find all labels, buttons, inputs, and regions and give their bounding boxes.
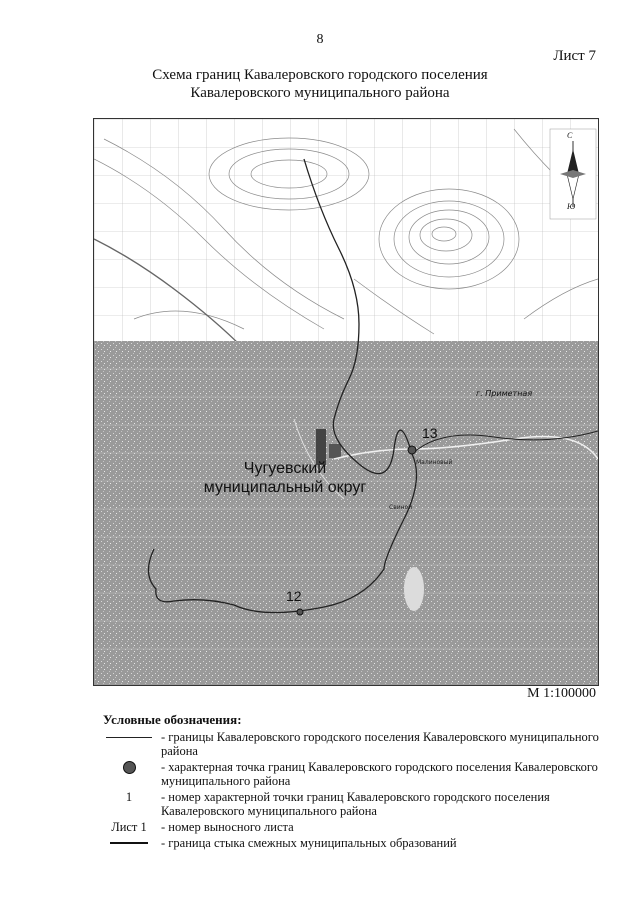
lake: [404, 567, 424, 611]
district-label-line1: Чугуевский: [243, 460, 327, 477]
legend-item-text: - граница стыка смежных муниципальных образований: [161, 836, 457, 850]
legend-item-point-number: [103, 790, 603, 818]
point-label-13: 13: [422, 425, 438, 441]
boundary-point-12: [297, 609, 303, 615]
sheet-label: Лист 7: [553, 48, 596, 64]
legend-dot-symbol: [103, 760, 155, 774]
map-title-line1: Схема границ Кавалеровского городского поселения: [152, 67, 488, 83]
legend-thin-line-symbol: [103, 730, 155, 744]
place-label-primetnaya: г. Приметная: [476, 389, 533, 398]
place-label-sviny: Свиной: [389, 504, 413, 511]
legend-item-junction: [103, 836, 603, 850]
boundary-point-13: [408, 446, 416, 454]
legend-item-boundary: [103, 730, 603, 758]
legend-item-point: [103, 760, 603, 788]
compass-north-label: С: [567, 131, 573, 140]
topographic-map: [94, 119, 598, 685]
map-frame: [93, 118, 599, 686]
compass-south-label: Ю: [567, 202, 576, 211]
point-label-12: 12: [286, 588, 302, 604]
map-title: [0, 66, 640, 102]
legend-thick-line-symbol: [103, 836, 155, 850]
legend-item-text: - границы Кавалеровского городского поселения Кавалеровского муниципального района: [161, 730, 599, 758]
legend-item-text: - номер выносного листа: [161, 820, 294, 834]
map-title-line2: Кавалеровского муниципального района: [190, 85, 450, 101]
district-label-line2: муниципальный округ: [203, 479, 367, 496]
page-number: 8: [316, 32, 324, 47]
legend-item-sheet: [103, 820, 603, 834]
legend: [103, 713, 603, 852]
legend-item-text: - характерная точка границ Кавалеровского городского поселения Кавалеровского муниципального района: [161, 760, 598, 788]
map-scale: М 1:100000: [527, 686, 596, 701]
legend-title: Условные обозначения:: [103, 712, 242, 727]
legend-number-symbol: 1: [125, 790, 133, 804]
place-label-malinoviy: Малиновый: [416, 459, 453, 466]
legend-sheet-symbol: Лист 1: [111, 820, 147, 834]
district-label: [180, 459, 390, 497]
legend-item-text: - номер характерной точки границ Кавалеровского городского поселения Кавалеровского муниципального района: [161, 790, 550, 818]
